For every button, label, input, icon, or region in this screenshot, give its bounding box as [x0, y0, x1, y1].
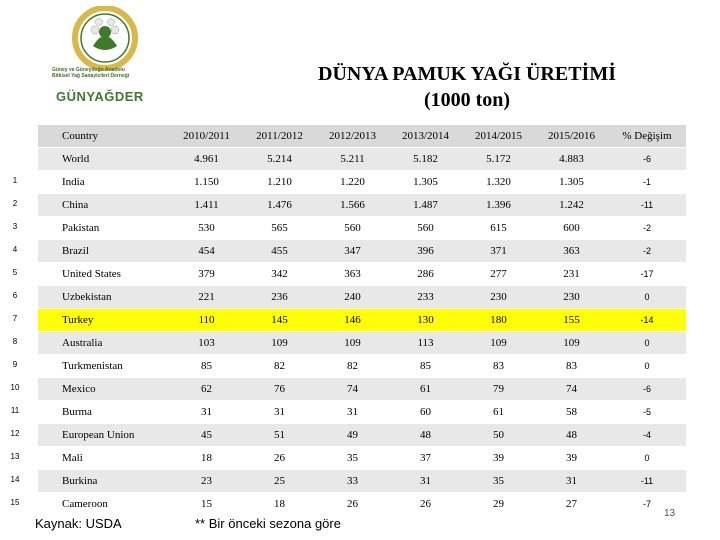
- table-row: [38, 194, 686, 217]
- value-cell: 560: [316, 217, 389, 240]
- rank-number: 14: [10, 475, 20, 484]
- value-cell: 155: [535, 309, 608, 332]
- header-year: 2011/2012: [243, 125, 316, 148]
- change-value: -2: [642, 223, 651, 233]
- value-cell: 1.305: [535, 171, 608, 194]
- value-cell: 233: [389, 286, 462, 309]
- value-cell: 18: [243, 493, 316, 516]
- title-line-2: (1000 ton): [423, 89, 511, 111]
- value-cell: 180: [462, 309, 535, 332]
- header-year: 2013/2014: [389, 125, 462, 148]
- value-cell: 4.883: [535, 148, 608, 171]
- value-cell: 49: [316, 424, 389, 447]
- change-cell: [608, 217, 686, 240]
- value-cell: 85: [389, 355, 462, 378]
- change-cell: [608, 378, 686, 401]
- country-cell: [38, 148, 170, 171]
- value-cell: 31: [243, 401, 316, 424]
- change-value: -11: [640, 476, 654, 486]
- value-cell: 396: [389, 240, 462, 263]
- value-cell: 1.320: [462, 171, 535, 194]
- change-value: -6: [642, 154, 651, 164]
- value-cell: 109: [316, 332, 389, 355]
- change-cell: [608, 424, 686, 447]
- country-cell: [12, 309, 170, 332]
- value-cell: 79: [462, 378, 535, 401]
- country-cell: [12, 286, 170, 309]
- value-cell: 31: [535, 470, 608, 493]
- header-country: Country: [38, 125, 170, 148]
- change-cell: [608, 355, 686, 378]
- country-name: Uzbekistan: [62, 291, 112, 303]
- country-name: Australia: [62, 337, 103, 349]
- value-cell: 4.961: [170, 148, 243, 171]
- value-cell: 31: [316, 401, 389, 424]
- value-cell: 31: [389, 470, 462, 493]
- logo-caption-line: Güney ve Güneydoğu Anadolu: [52, 67, 125, 73]
- table-row: [38, 332, 686, 355]
- value-cell: 109: [535, 332, 608, 355]
- value-cell: 221: [170, 286, 243, 309]
- header-change: % Değişim: [608, 125, 686, 148]
- value-cell: 62: [170, 378, 243, 401]
- change-value: -14: [640, 315, 654, 325]
- change-value: -4: [642, 430, 651, 440]
- value-cell: 113: [389, 332, 462, 355]
- value-cell: 1.487: [389, 194, 462, 217]
- value-cell: 455: [243, 240, 316, 263]
- rank-number: 2: [12, 199, 18, 208]
- country-cell: [12, 194, 170, 217]
- value-cell: 379: [170, 263, 243, 286]
- value-cell: 1.305: [389, 171, 462, 194]
- change-cell: [608, 447, 686, 470]
- value-cell: 1.242: [535, 194, 608, 217]
- country-cell: [12, 217, 170, 240]
- country-name: Pakistan: [62, 222, 100, 234]
- table-row: [38, 171, 686, 194]
- header-year: 2015/2016: [535, 125, 608, 148]
- value-cell: 33: [316, 470, 389, 493]
- rank-number: 3: [12, 222, 18, 231]
- change-value: -2: [642, 246, 651, 256]
- value-cell: 103: [170, 332, 243, 355]
- value-cell: 230: [462, 286, 535, 309]
- value-cell: 76: [243, 378, 316, 401]
- value-cell: 1.476: [243, 194, 316, 217]
- value-cell: 530: [170, 217, 243, 240]
- country-cell: [12, 263, 170, 286]
- country-cell: [10, 447, 170, 470]
- country-cell: [12, 240, 170, 263]
- value-cell: 23: [170, 470, 243, 493]
- value-cell: 15: [170, 493, 243, 516]
- table-row: [38, 263, 686, 286]
- value-cell: 83: [535, 355, 608, 378]
- table-body: [10, 148, 686, 516]
- rank-number: 4: [12, 245, 18, 254]
- rank-number: 13: [10, 452, 20, 461]
- value-cell: 29: [462, 493, 535, 516]
- value-cell: 1.150: [170, 171, 243, 194]
- country-cell: [10, 378, 170, 401]
- rank-number: 5: [12, 268, 18, 277]
- country-name: China: [62, 199, 89, 211]
- country-cell: [12, 355, 170, 378]
- value-cell: 27: [535, 493, 608, 516]
- country-cell: [10, 424, 170, 447]
- change-value: -7: [642, 499, 651, 509]
- change-value: -5: [642, 407, 651, 417]
- country-cell: [12, 332, 170, 355]
- value-cell: 26: [389, 493, 462, 516]
- title-line-1: DÜNYA PAMUK YAĞI ÜRETİMİ: [318, 63, 616, 85]
- country-name: Turkmenistan: [62, 360, 123, 372]
- production-table: [10, 125, 686, 516]
- value-cell: 5.182: [389, 148, 462, 171]
- change-value: 0: [644, 453, 650, 463]
- value-cell: 39: [535, 447, 608, 470]
- change-cell: [608, 240, 686, 263]
- change-cell: [608, 401, 686, 424]
- value-cell: 25: [243, 470, 316, 493]
- value-cell: 45: [170, 424, 243, 447]
- value-cell: 110: [170, 309, 243, 332]
- table-row: [38, 286, 686, 309]
- value-cell: 231: [535, 263, 608, 286]
- table-row: [38, 401, 686, 424]
- value-cell: 5.172: [462, 148, 535, 171]
- table-row: [38, 470, 686, 493]
- change-cell: [608, 194, 686, 217]
- value-cell: 342: [243, 263, 316, 286]
- change-cell: [608, 309, 686, 332]
- country-cell: [10, 493, 170, 516]
- change-value: -17: [640, 269, 654, 279]
- table-header-row: [38, 125, 686, 148]
- value-cell: 74: [316, 378, 389, 401]
- value-cell: 565: [243, 217, 316, 240]
- country-name: World: [62, 153, 90, 165]
- value-cell: 48: [389, 424, 462, 447]
- header-year: 2010/2011: [170, 125, 243, 148]
- value-cell: 35: [462, 470, 535, 493]
- value-cell: 58: [535, 401, 608, 424]
- value-cell: 236: [243, 286, 316, 309]
- table-row: [38, 148, 686, 171]
- logo-brand-text: GÜNYAĞDER: [56, 89, 144, 104]
- value-cell: 5.211: [316, 148, 389, 171]
- header-year: 2014/2015: [462, 125, 535, 148]
- table-row: [38, 424, 686, 447]
- value-cell: 363: [535, 240, 608, 263]
- value-cell: 82: [243, 355, 316, 378]
- table-row: [38, 378, 686, 401]
- value-cell: 31: [170, 401, 243, 424]
- value-cell: 240: [316, 286, 389, 309]
- table-row: [38, 240, 686, 263]
- rank-number: 8: [12, 337, 18, 346]
- value-cell: 74: [535, 378, 608, 401]
- value-cell: 146: [316, 309, 389, 332]
- table-row: [38, 217, 686, 240]
- value-cell: 109: [462, 332, 535, 355]
- value-cell: 600: [535, 217, 608, 240]
- page-number: 13: [664, 508, 676, 519]
- rank-number: 1: [12, 176, 18, 185]
- value-cell: 277: [462, 263, 535, 286]
- value-cell: 1.411: [170, 194, 243, 217]
- value-cell: 1.220: [316, 171, 389, 194]
- country-name: Brazil: [62, 245, 89, 257]
- rank-number: 9: [12, 360, 18, 369]
- value-cell: 145: [243, 309, 316, 332]
- value-cell: 1.396: [462, 194, 535, 217]
- country-name: Mexico: [62, 383, 96, 395]
- country-name: Burma: [62, 406, 92, 418]
- value-cell: 615: [462, 217, 535, 240]
- value-cell: 85: [170, 355, 243, 378]
- value-cell: 61: [462, 401, 535, 424]
- value-cell: 1.566: [316, 194, 389, 217]
- value-cell: 37: [389, 447, 462, 470]
- value-cell: 48: [535, 424, 608, 447]
- country-name: Burkina: [62, 475, 98, 487]
- country-name: India: [62, 176, 85, 188]
- logo-caption-line: Bitkisel Yağ Sanayicileri Derneği: [52, 73, 130, 79]
- value-cell: 371: [462, 240, 535, 263]
- value-cell: 1.210: [243, 171, 316, 194]
- value-cell: 5.214: [243, 148, 316, 171]
- change-cell: [608, 286, 686, 309]
- value-cell: 35: [316, 447, 389, 470]
- rank-number: 12: [10, 429, 20, 438]
- value-cell: 39: [462, 447, 535, 470]
- country-cell: [10, 401, 170, 424]
- change-cell: [608, 470, 686, 493]
- country-name: European Union: [62, 429, 135, 441]
- value-cell: 560: [389, 217, 462, 240]
- rank-number: 7: [12, 314, 18, 323]
- rank-number: 6: [12, 291, 18, 300]
- rank-number: 11: [10, 406, 20, 415]
- country-name: Cameroon: [62, 498, 108, 510]
- change-value: 0: [644, 338, 650, 348]
- table-row: [38, 355, 686, 378]
- value-cell: 347: [316, 240, 389, 263]
- change-cell: [608, 171, 686, 194]
- country-name: Turkey: [62, 314, 94, 326]
- value-cell: 109: [243, 332, 316, 355]
- country-name: United States: [62, 268, 121, 280]
- footnote: ** Bir önceki sezona göre: [195, 516, 341, 531]
- page-title: [252, 62, 682, 114]
- value-cell: 61: [389, 378, 462, 401]
- value-cell: 130: [389, 309, 462, 332]
- value-cell: 50: [462, 424, 535, 447]
- rank-number: 10: [10, 383, 20, 392]
- source-note: Kaynak: USDA: [35, 516, 122, 531]
- value-cell: 51: [243, 424, 316, 447]
- table-row: [38, 493, 686, 516]
- change-value: 0: [644, 361, 650, 371]
- change-value: -1: [642, 177, 651, 187]
- change-value: -11: [640, 200, 654, 210]
- country-cell: [10, 470, 170, 493]
- header-year: 2012/2013: [316, 125, 389, 148]
- value-cell: 363: [316, 263, 389, 286]
- value-cell: 230: [535, 286, 608, 309]
- value-cell: 83: [462, 355, 535, 378]
- value-cell: 82: [316, 355, 389, 378]
- value-cell: 26: [243, 447, 316, 470]
- rank-number: 15: [10, 498, 20, 507]
- value-cell: 26: [316, 493, 389, 516]
- value-cell: 286: [389, 263, 462, 286]
- value-cell: 454: [170, 240, 243, 263]
- logo-caption: [52, 67, 162, 79]
- table-row: [38, 309, 686, 332]
- change-value: -6: [642, 384, 651, 394]
- change-cell: [608, 332, 686, 355]
- change-cell: [608, 148, 686, 171]
- country-cell: [12, 171, 170, 194]
- change-value: 0: [644, 292, 650, 302]
- value-cell: 60: [389, 401, 462, 424]
- table-row: [38, 447, 686, 470]
- country-name: Mali: [62, 452, 83, 464]
- value-cell: 18: [170, 447, 243, 470]
- change-cell: [608, 263, 686, 286]
